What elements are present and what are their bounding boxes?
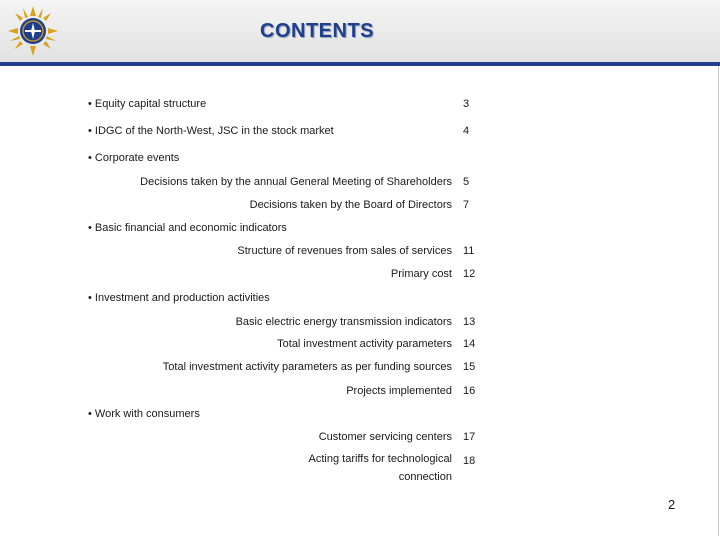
toc-item-revenue-structure: Structure of revenues from sales of services	[237, 245, 452, 257]
toc-item-equity: • Equity capital structure	[88, 98, 207, 110]
toc-item-primary-cost: Primary cost	[390, 268, 452, 280]
toc-item-transmission-indicators: Basic electric energy transmission indicators	[235, 316, 452, 328]
toc-page-servicing-centers: 17	[463, 431, 476, 443]
toc-item-tariffs: Acting tariffs for technological	[308, 453, 452, 465]
toc-item-projects-implemented: Projects implemented	[346, 385, 452, 397]
page-number: 2	[668, 497, 676, 512]
toc-section-investment: • Investment and production activities	[88, 292, 270, 304]
toc-page-equity: 3	[463, 98, 470, 110]
toc-page-funding-sources: 15	[463, 361, 476, 373]
right-border-line	[718, 66, 719, 536]
toc-page-transmission-indicators: 13	[463, 316, 476, 328]
toc-page-investment-parameters: 14	[463, 338, 476, 350]
toc-section-financial: • Basic financial and economic indicators	[88, 222, 287, 234]
toc-page-revenue-structure: 11	[463, 245, 475, 257]
toc-item-stock-market: • IDGC of the North-West, JSC in the stock market	[88, 125, 334, 137]
toc-item-tariffs-continued: connection	[398, 471, 452, 483]
toc-page-projects-implemented: 16	[463, 385, 476, 397]
toc-section-consumers: • Work with consumers	[88, 408, 200, 420]
toc-item-servicing-centers: Customer servicing centers	[318, 431, 452, 443]
toc-section-corporate-events: • Corporate events	[88, 152, 180, 164]
toc-item-board-decisions: Decisions taken by the Board of Directors	[249, 199, 452, 211]
toc-page-primary-cost: 12	[463, 268, 476, 280]
toc-page-agm-decisions: 5	[463, 176, 470, 188]
toc-page-stock-market: 4	[463, 125, 470, 137]
toc-page-board-decisions: 7	[463, 199, 470, 211]
toc-item-investment-parameters: Total investment activity parameters	[277, 338, 452, 350]
toc-item-agm-decisions: Decisions taken by the annual General Meeting of Shareholders	[140, 176, 452, 188]
page-title: CONTENTS	[260, 20, 374, 42]
header-divider	[0, 62, 720, 66]
toc-page-tariffs: 18	[463, 455, 476, 467]
toc-item-funding-sources: Total investment activity parameters as per funding sources	[162, 361, 452, 373]
